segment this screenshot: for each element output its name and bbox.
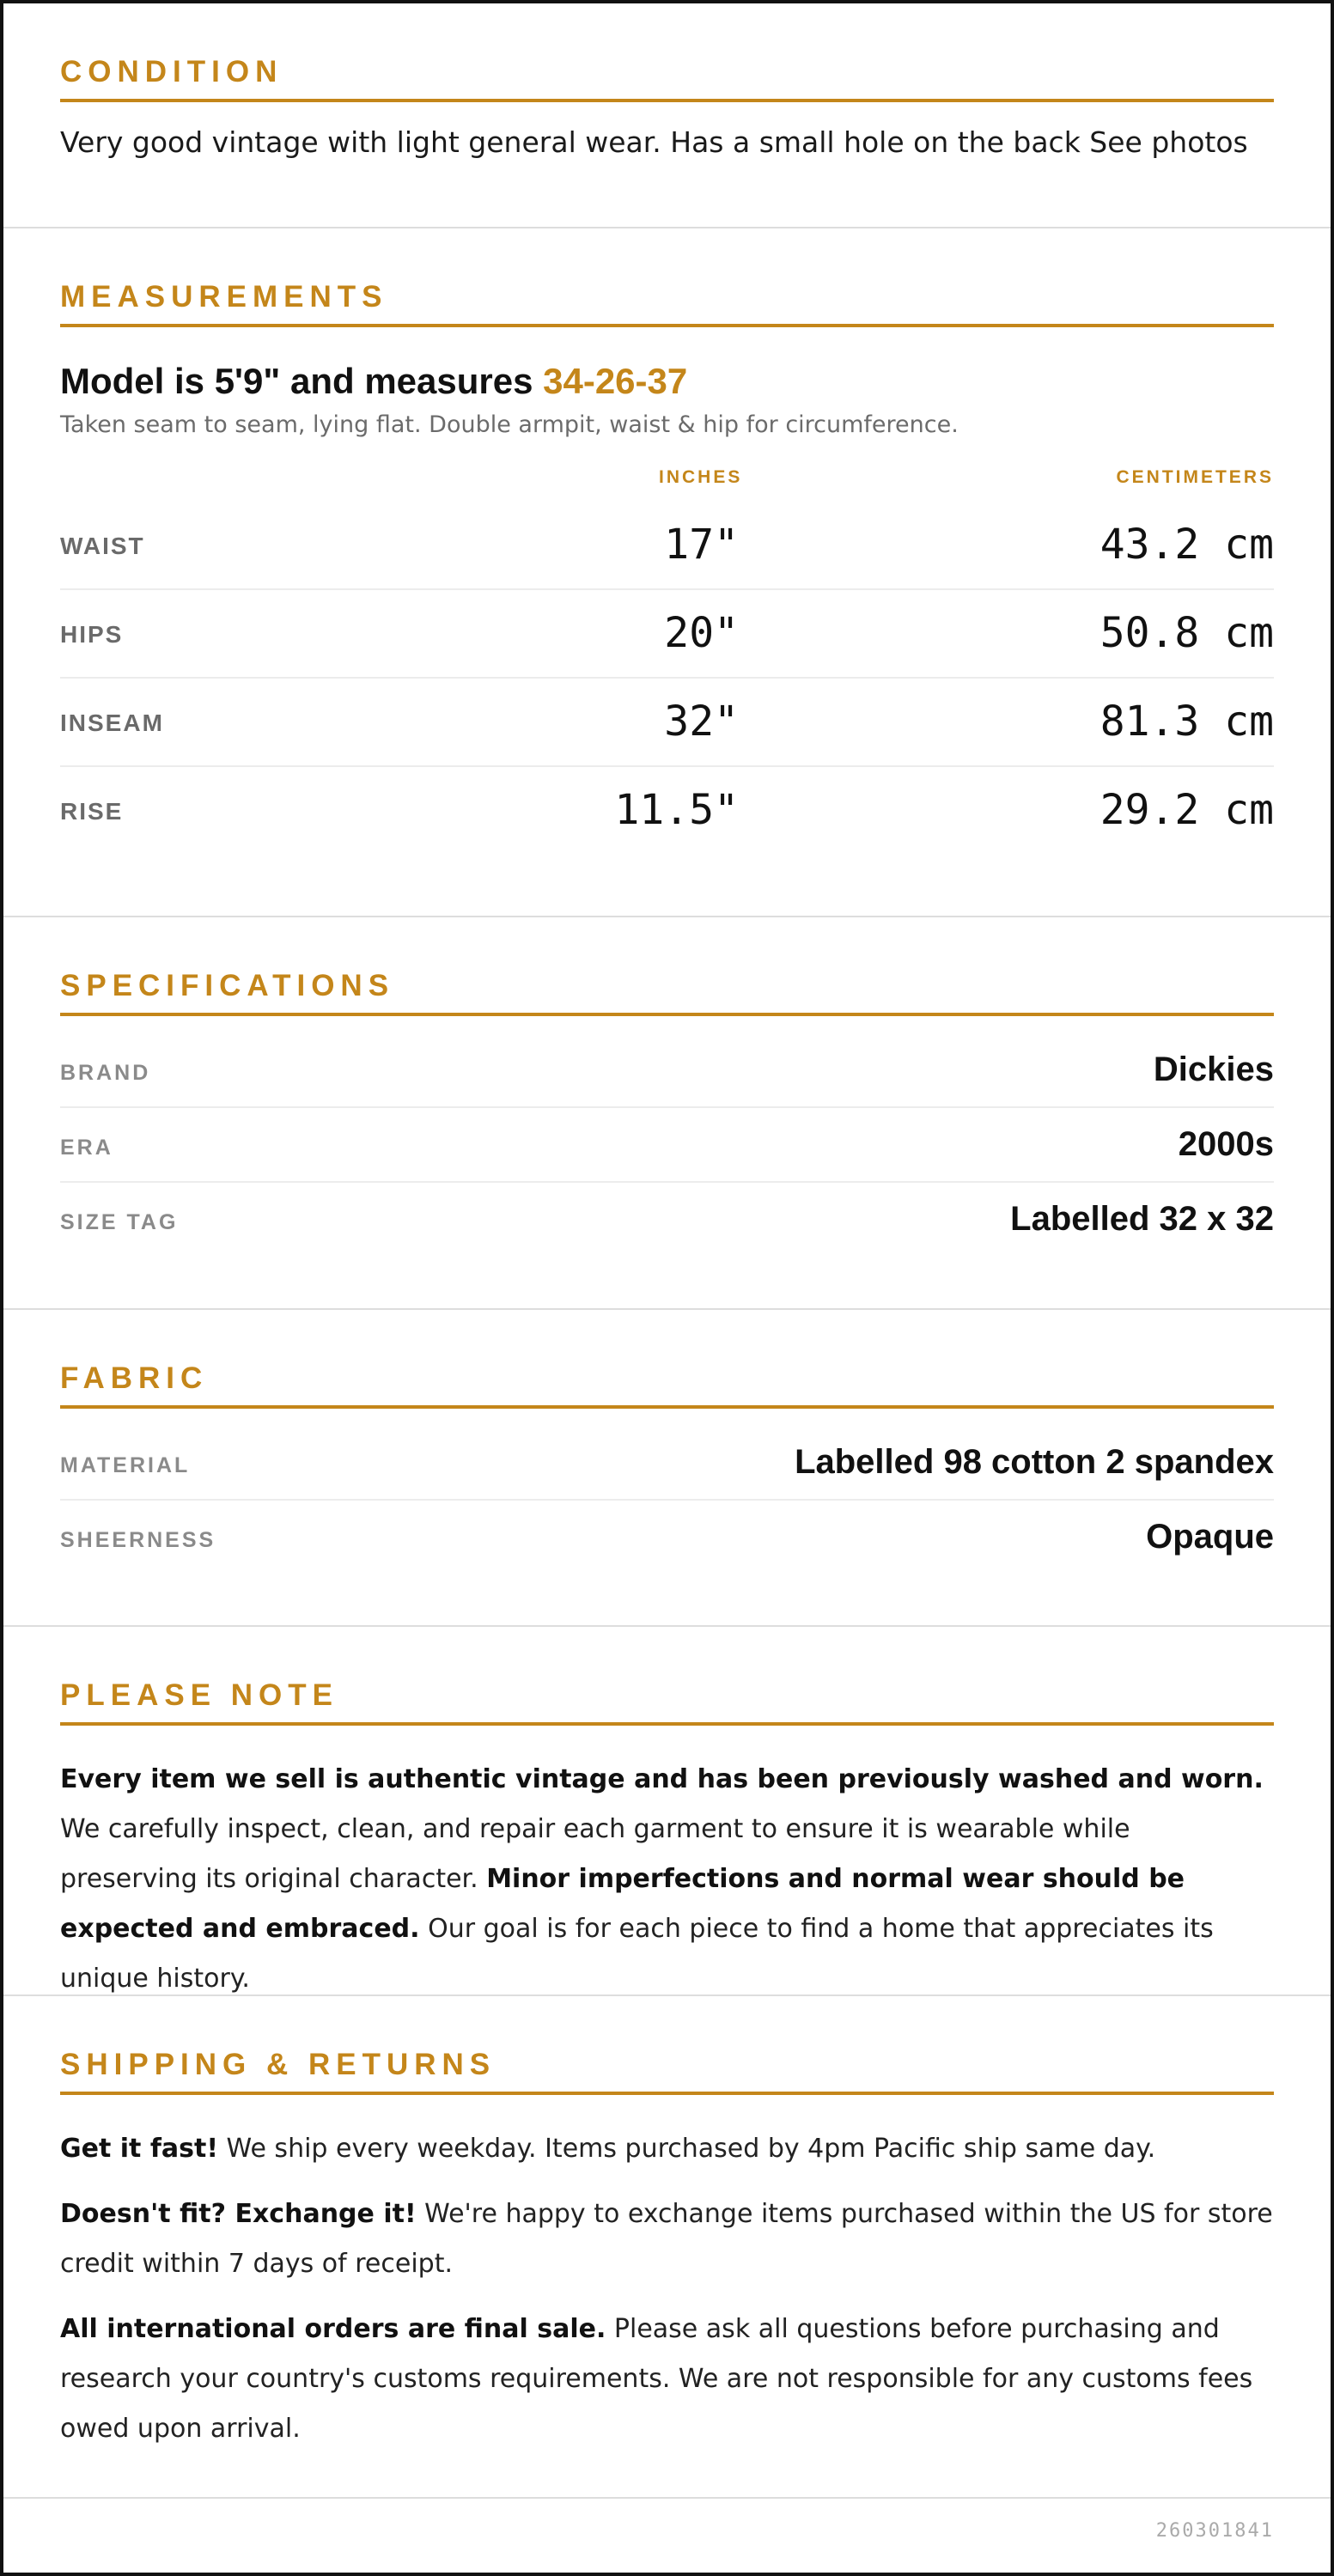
shipping-heading-rule xyxy=(60,2049,1274,2095)
fabric-label: SHEERNESS xyxy=(60,1528,216,1552)
shipping-heading: SHIPPING & RETURNS xyxy=(60,2048,496,2081)
inches-column-header: INCHES xyxy=(659,467,743,488)
please-note-section xyxy=(3,1627,1331,1996)
specifications-section xyxy=(3,917,1331,1310)
spec-value: 2000s xyxy=(1178,1125,1274,1163)
please-note-text xyxy=(60,1755,1274,2004)
condition-section xyxy=(3,3,1331,228)
measurement-label: WAIST xyxy=(60,533,145,560)
shipping-text: We ship every weekday. Items purchased by 4pm Pacific ship same day. xyxy=(218,2134,1156,2164)
please-note-heading-rule xyxy=(60,1680,1274,1726)
measurement-cm: 50.8 cm xyxy=(1099,609,1274,658)
fabric-heading: FABRIC xyxy=(60,1361,209,1395)
table-row xyxy=(60,679,1274,767)
specifications-heading: SPECIFICATIONS xyxy=(60,969,395,1002)
international-text: Please ask all questions before purchasing and research your country's customs requirements. We are not responsible for any customs fees owed upon arrival. xyxy=(60,2314,1253,2444)
spec-value: Labelled 32 x 32 xyxy=(1010,1200,1274,1238)
fabric-section xyxy=(3,1310,1331,1627)
measurements-heading-rule xyxy=(60,282,1274,327)
exchange-bold: Doesn't fit? Exchange it! xyxy=(60,2199,417,2229)
exchange-text: We're happy to exchange items purchased within the US for store credit within 7 days of receipt. xyxy=(60,2199,1273,2279)
measurement-label: INSEAM xyxy=(60,709,164,737)
condition-heading-rule xyxy=(60,57,1274,102)
note-bold-1: Every item we sell is authentic vintage and has been previously washed and worn. xyxy=(60,1764,1264,1794)
table-row xyxy=(60,502,1274,590)
measurement-label: RISE xyxy=(60,798,124,825)
specifications-heading-rule xyxy=(60,971,1274,1016)
fabric-list xyxy=(60,1426,1274,1575)
measurement-inches: 32" xyxy=(664,697,739,746)
please-note-heading: PLEASE NOTE xyxy=(60,1678,338,1712)
spec-label: ERA xyxy=(60,1136,113,1160)
measurement-label: HIPS xyxy=(60,621,124,649)
shipping-section xyxy=(3,1996,1331,2499)
note-text-1: We carefully inspect, clean, and repair each garment to ensure it is wearable while preserving its original character. xyxy=(60,1814,1130,1894)
model-prefix: Model is 5'9" and measures xyxy=(60,361,544,401)
spec-label: BRAND xyxy=(60,1061,151,1085)
spec-label: SIZE TAG xyxy=(60,1210,179,1234)
list-item xyxy=(60,1108,1274,1183)
condition-text: Very good vintage with light general wear. Has a small hole on the back See photos xyxy=(60,125,1248,159)
measurement-inches: 11.5" xyxy=(614,786,739,835)
spec-value: Dickies xyxy=(1153,1050,1274,1088)
list-item xyxy=(60,1501,1274,1575)
measurement-cm: 29.2 cm xyxy=(1099,786,1274,835)
measurements-table-header xyxy=(60,459,1274,502)
model-measurements xyxy=(60,362,1274,401)
list-item xyxy=(60,1033,1274,1108)
exchange-paragraph xyxy=(60,2189,1274,2289)
fabric-heading-rule xyxy=(60,1363,1274,1409)
measurement-inches: 20" xyxy=(664,609,739,658)
table-row xyxy=(60,767,1274,856)
table-row xyxy=(60,590,1274,679)
list-item xyxy=(60,1183,1274,1258)
centimeters-column-header: CENTIMETERS xyxy=(1116,467,1274,488)
measurement-cm: 43.2 cm xyxy=(1099,521,1274,569)
fabric-value: Labelled 98 cotton 2 spandex xyxy=(795,1443,1274,1481)
international-bold: All international orders are final sale. xyxy=(60,2314,606,2344)
specifications-list xyxy=(60,1033,1274,1258)
model-measures-value: 34-26-37 xyxy=(543,361,688,401)
measurement-inches: 17" xyxy=(664,521,739,569)
fabric-value: Opaque xyxy=(1146,1518,1274,1556)
condition-heading: CONDITION xyxy=(60,55,283,88)
note-bold-2: Minor imperfections and normal wear should be expected and embraced. xyxy=(60,1864,1185,1944)
note-text-2: Our goal is for each piece to find a home that appreciates its unique history. xyxy=(60,1914,1214,1994)
fabric-label: MATERIAL xyxy=(60,1453,191,1477)
measurements-subtext: Taken seam to seam, lying flat. Double armpit, waist & hip for circumference. xyxy=(60,411,959,439)
measurement-cm: 81.3 cm xyxy=(1099,697,1274,746)
international-paragraph xyxy=(60,2305,1274,2454)
shipping-bold: Get it fast! xyxy=(60,2134,218,2164)
shipping-content xyxy=(60,2124,1274,2454)
measurements-section xyxy=(3,228,1331,917)
measurements-heading: MEASUREMENTS xyxy=(60,280,388,314)
measurements-table xyxy=(60,502,1274,856)
shipping-paragraph xyxy=(60,2124,1274,2174)
product-id: 260301841 xyxy=(1155,2520,1274,2542)
list-item xyxy=(60,1426,1274,1501)
